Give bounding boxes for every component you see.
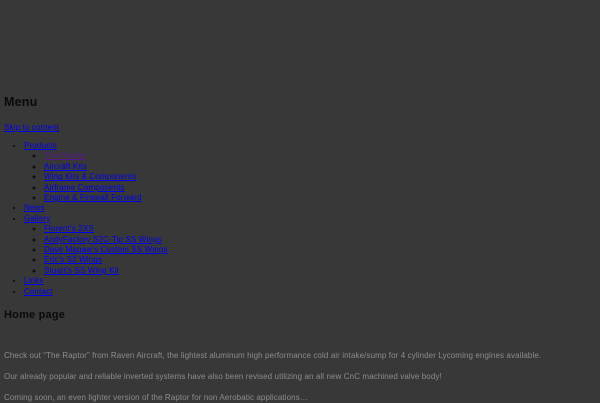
- menu-link-florents-2xs[interactable]: Florent’s 2XS: [44, 224, 94, 234]
- intro-paragraph-raptor: Check out “The Raptor” from Raven Aircraft, the lightest aluminum high performance cold air intake/sump for 4 cylinder Lycoming engines available.: [4, 351, 542, 361]
- menu-item-news: [24, 203, 596, 213]
- page-title: Home page: [4, 309, 66, 322]
- menu-item-florents-2xs: [44, 224, 596, 234]
- menu-link-dave-magaws-custom-ss-wings[interactable]: Dave Magaw’s Custom SS Wings: [44, 245, 168, 255]
- menu-item-erics-s2-wings: [44, 255, 596, 265]
- menu-link-andyfactory-s2c-tip-ss-wings[interactable]: AndyFactory S2C-Tip SS Wings: [44, 234, 162, 244]
- menu-item-links: [24, 276, 596, 286]
- menu-link-news[interactable]: News: [24, 203, 45, 213]
- menu-item-products: [24, 141, 596, 203]
- menu-item-the-raptor: [44, 151, 596, 161]
- skip-to-content-link[interactable]: Skip to content: [4, 123, 60, 132]
- menu-link-contact[interactable]: Contact: [24, 286, 53, 296]
- menu-link-engine-firewall-forward[interactable]: Engine & Firewall Forward: [44, 193, 142, 203]
- skip-link-row: [4, 123, 596, 132]
- menu-link-gallery[interactable]: Gallery: [24, 213, 51, 223]
- menu-link-erics-s2-wings[interactable]: Eric’s S2 Wings: [44, 255, 103, 265]
- site-menu: [4, 141, 596, 297]
- paragraph-inverted-systems: Our already popular and reliable inverted systems have also been revised utilizing an all new CnC machined valve body!: [4, 372, 442, 382]
- menu-link-wing-kits-components[interactable]: Wing Kits & Components: [44, 172, 137, 182]
- menu-item-gallery: [24, 214, 596, 276]
- paragraph-coming-soon: Coming soon, an even lighter version of the Raptor for non Aerobatic applications…: [4, 393, 308, 403]
- menu-link-aircraft-kits[interactable]: Aircraft Kits: [44, 161, 87, 171]
- menu-link-airframe-components[interactable]: Airframe Components: [44, 182, 125, 192]
- menu-item-airframe-components: [44, 183, 596, 193]
- menu-link-links[interactable]: Links: [24, 276, 44, 286]
- menu-item-aircraft-kits: [44, 162, 596, 172]
- menu-item-wing-kits-components: [44, 172, 596, 182]
- header-banner-area: [4, 0, 596, 96]
- menu-item-engine-firewall-forward: [44, 193, 596, 203]
- menu-item-dave-magaws-custom-ss-wings: [44, 245, 596, 255]
- menu-item-andyfactory-s2c-tip-ss-wings: [44, 235, 596, 245]
- submenu-gallery: [24, 224, 596, 276]
- menu-item-contact: [24, 287, 596, 297]
- menu-link-the-raptor[interactable]: The Raptor: [44, 151, 86, 161]
- menu-item-stuarts-ss-wing-kit: [44, 266, 596, 276]
- menu-link-stuarts-ss-wing-kit[interactable]: Stuart’s SS Wing Kit: [44, 265, 119, 275]
- menu-link-products[interactable]: Products: [24, 141, 57, 150]
- submenu-products: [24, 151, 596, 203]
- menu-heading: Menu: [4, 95, 38, 109]
